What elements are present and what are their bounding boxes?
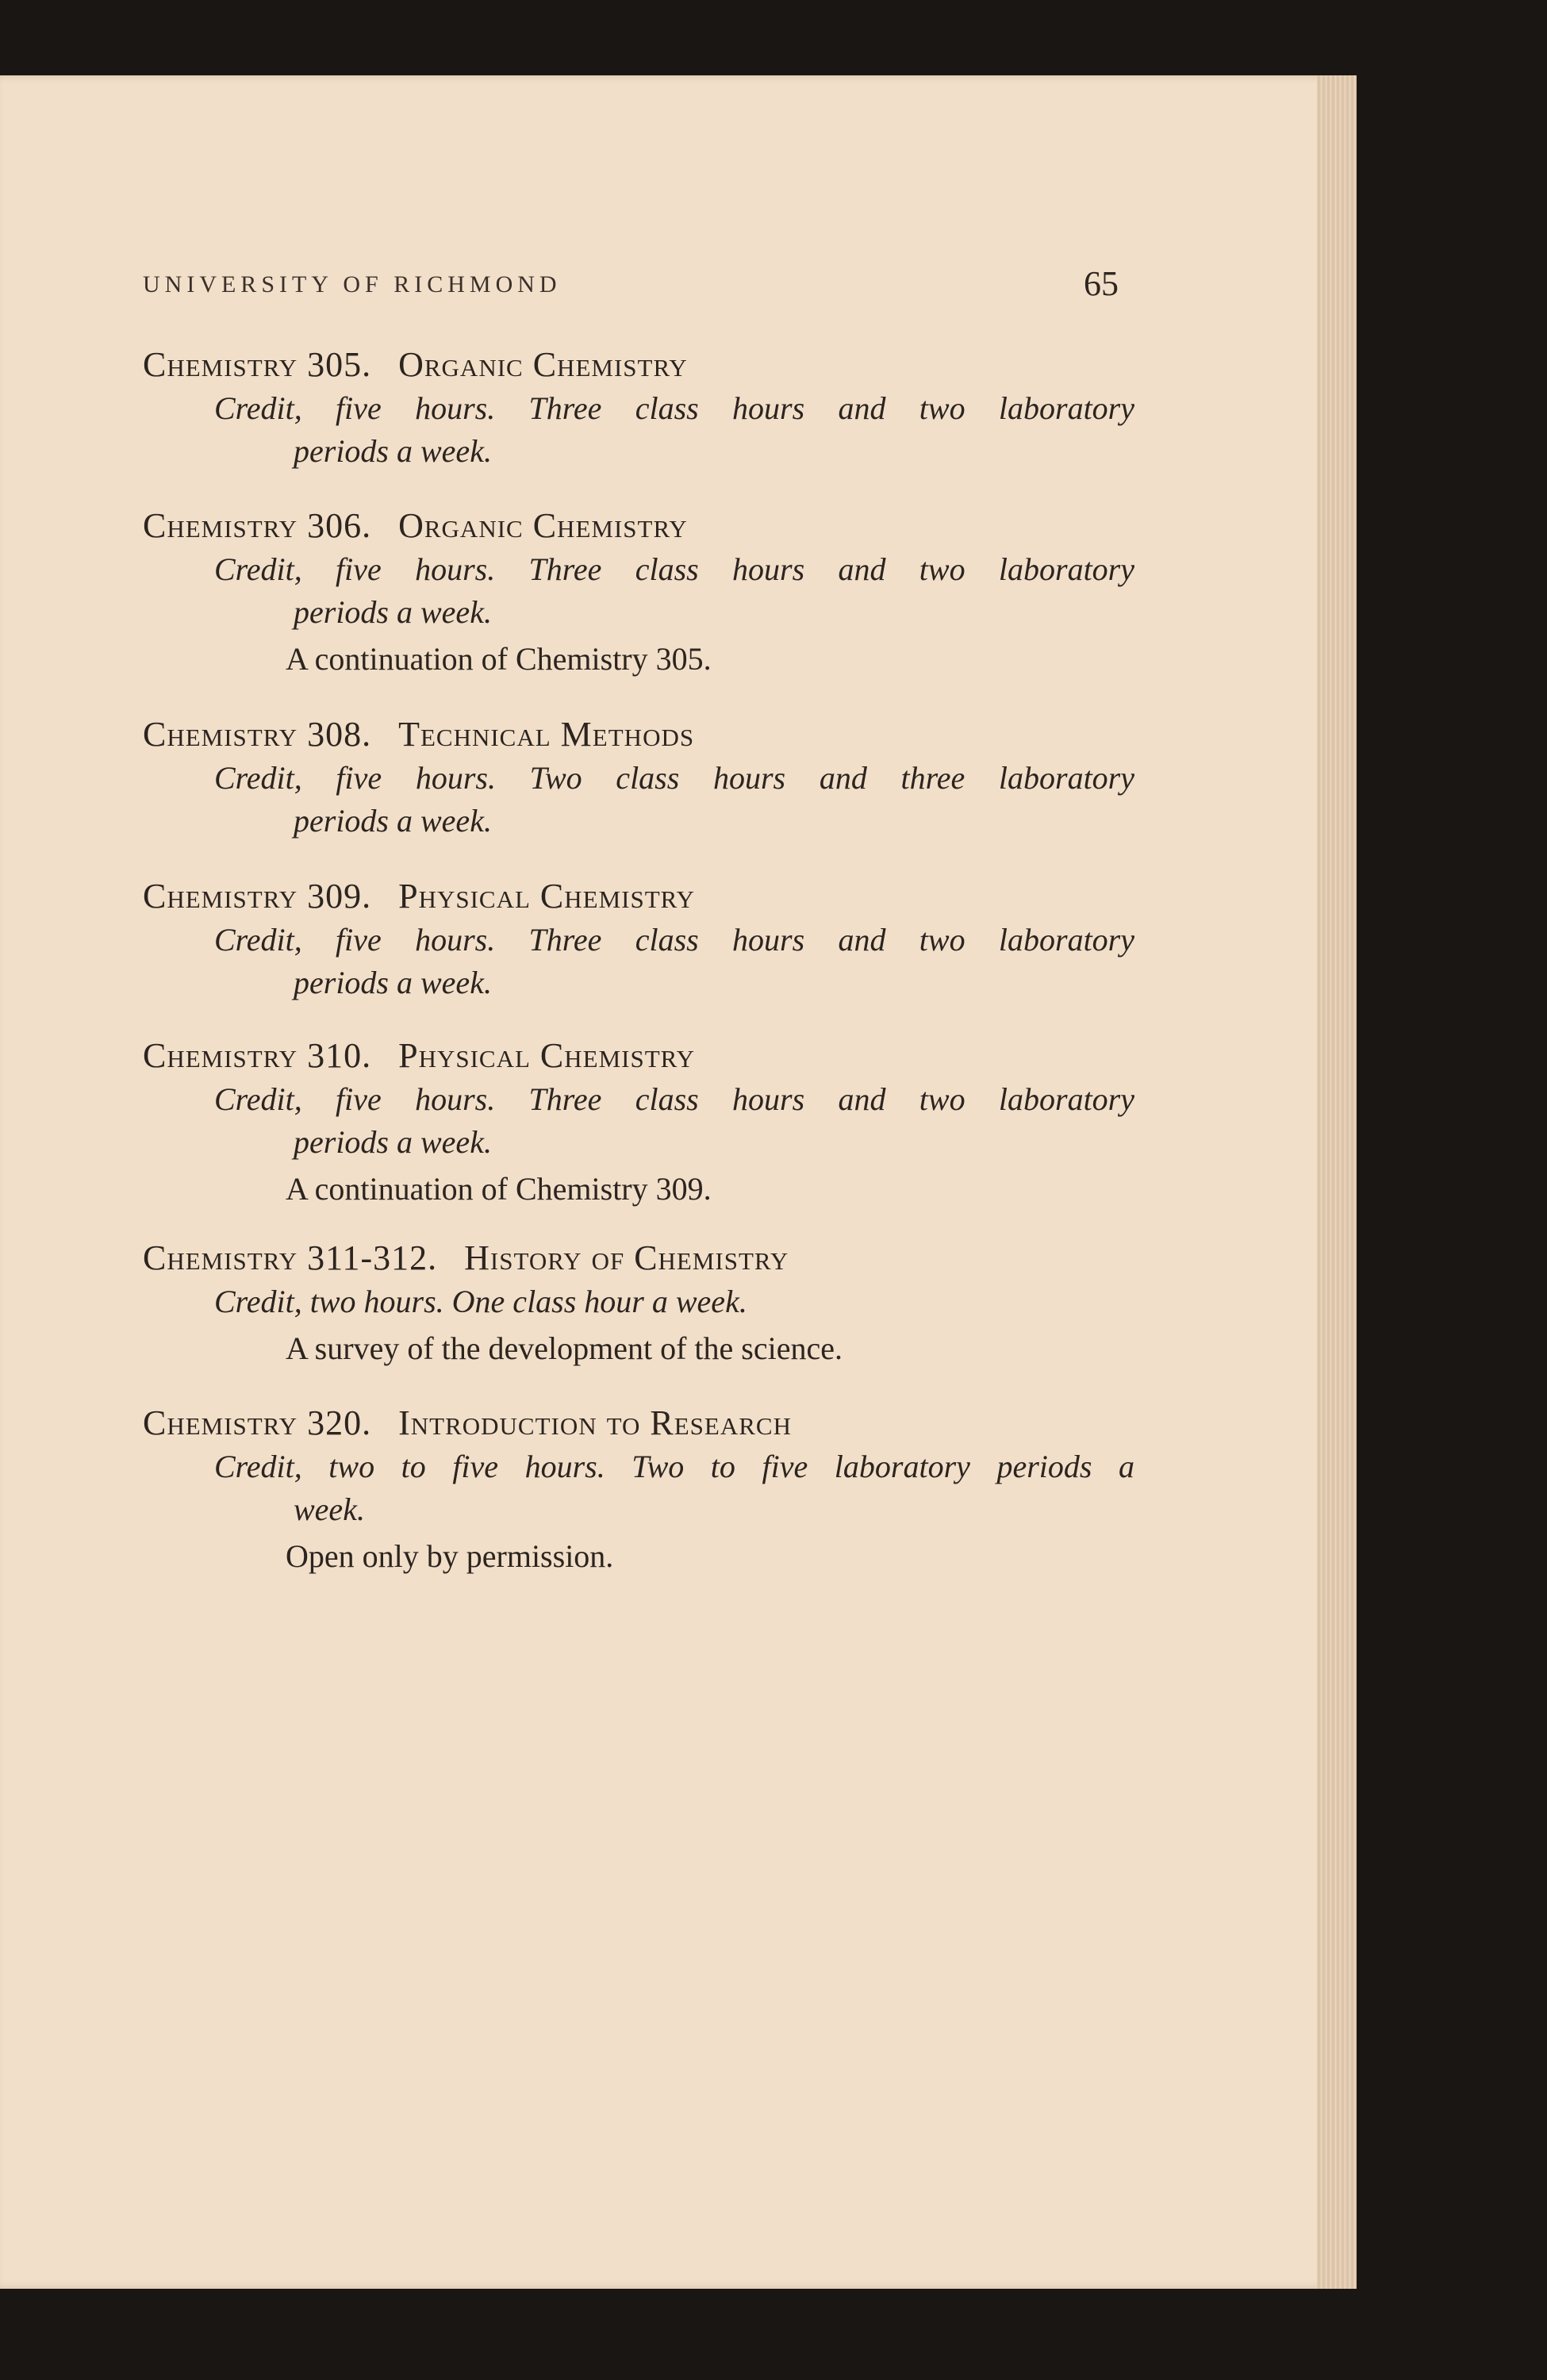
credit-line: Credit, two to five hours. Two to five laboratory periods a [214, 1449, 1134, 1484]
course-number: Chemistry 311-312. [143, 1238, 438, 1277]
course-credit [214, 1078, 1134, 1164]
course-entry-305 [143, 343, 1134, 473]
course-heading [143, 1236, 1134, 1280]
course-title: Technical Methods [398, 715, 695, 754]
course-credit [214, 1445, 1134, 1531]
course-title: Organic Chemistry [398, 506, 688, 545]
course-title: Physical Chemistry [398, 1036, 695, 1075]
running-head [143, 263, 1119, 311]
course-credit [214, 1280, 1134, 1323]
course-entry-308 [143, 712, 1134, 843]
course-number: Chemistry 306. [143, 506, 372, 545]
course-number: Chemistry 308. [143, 715, 372, 754]
course-credit [214, 919, 1134, 1004]
credit-line: Credit, five hours. Two class hours and three laboratory [214, 760, 1134, 796]
credit-line: periods a week. [294, 594, 492, 630]
course-title: History of Chemistry [464, 1238, 789, 1277]
credit-line: periods a week. [294, 965, 492, 1000]
course-heading [143, 343, 1134, 387]
course-heading [143, 874, 1134, 919]
course-credit [214, 548, 1134, 634]
course-heading [143, 712, 1134, 757]
course-number: Chemistry 305. [143, 345, 372, 384]
course-number: Chemistry 320. [143, 1403, 372, 1442]
course-description: A continuation of Chemistry 305. [286, 641, 712, 677]
course-entry-320 [143, 1401, 1134, 1579]
credit-line: periods a week. [294, 433, 492, 469]
course-entry-310 [143, 1034, 1134, 1211]
credit-line: periods a week. [294, 1124, 492, 1160]
course-entry-306 [143, 504, 1134, 681]
credit-line: week. [294, 1491, 365, 1527]
running-title: UNIVERSITY OF RICHMOND [143, 271, 562, 298]
course-credit [214, 757, 1134, 843]
course-entry-309 [143, 874, 1134, 1004]
credit-line: Credit, five hours. Three class hours and two laboratory [214, 922, 1134, 958]
course-heading [143, 504, 1134, 548]
credit-line: Credit, two hours. One class hour a week. [214, 1284, 747, 1319]
course-title: Introduction to Research [398, 1403, 792, 1442]
course-description: A continuation of Chemistry 309. [286, 1171, 712, 1207]
course-description: A survey of the development of the science. [286, 1330, 843, 1366]
credit-line: Credit, five hours. Three class hours and two laboratory [214, 390, 1134, 426]
credit-line: Credit, five hours. Three class hours and two laboratory [214, 551, 1134, 587]
page-number: 65 [1084, 264, 1119, 303]
course-number: Chemistry 310. [143, 1036, 372, 1075]
credit-line: periods a week. [294, 803, 492, 839]
credit-line: Credit, five hours. Three class hours and two laboratory [214, 1081, 1134, 1117]
course-credit [214, 387, 1134, 473]
course-title: Physical Chemistry [398, 877, 695, 916]
course-title: Organic Chemistry [398, 345, 688, 384]
course-number: Chemistry 309. [143, 877, 372, 916]
course-heading [143, 1034, 1134, 1078]
course-entry-311-312 [143, 1236, 1134, 1371]
course-heading [143, 1401, 1134, 1445]
course-description: Open only by permission. [286, 1538, 614, 1574]
page-edge [1317, 75, 1357, 2289]
